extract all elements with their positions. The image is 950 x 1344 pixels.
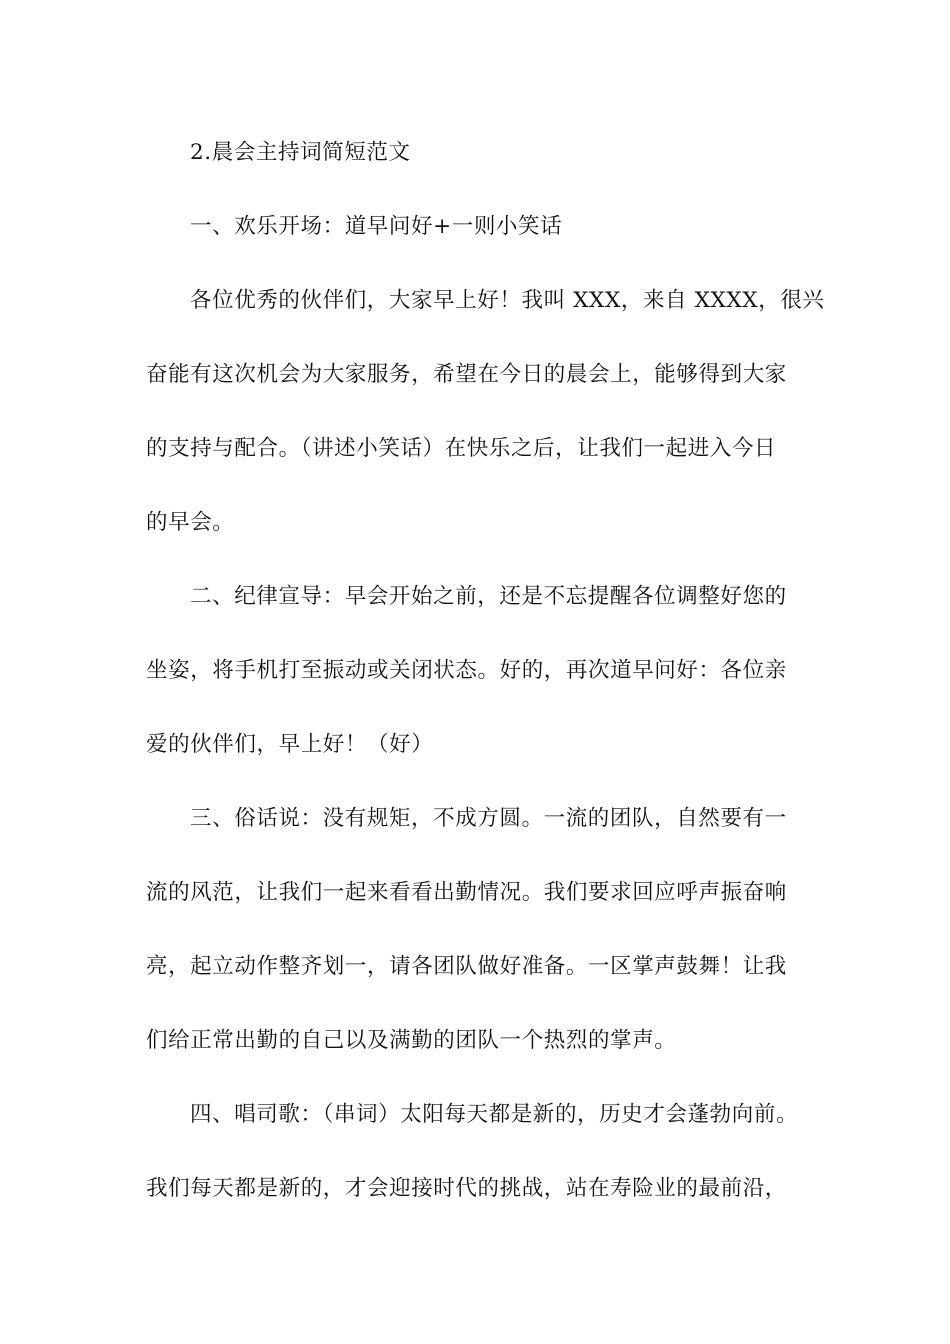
text-line: 的支持与配合。（讲述小笑话）在快乐之后，让我们一起进入今日	[146, 436, 777, 461]
text-line: 亮，起立动作整齐划一，请各团队做好准备。一区掌声鼓舞！让我	[146, 954, 787, 979]
text-line: 爱的伙伴们，早上好！（好）	[146, 732, 434, 757]
paragraph-heading-4: 四、唱司歌：（串词）太阳每天都是新的，历史才会蓬勃向前。	[190, 1102, 799, 1127]
paragraph-heading-2: 二、纪律宣导：早会开始之前，还是不忘提醒各位调整好您的	[190, 584, 787, 609]
section-title: 2.晨会主持词简短范文	[190, 140, 411, 165]
text-line: 奋能有这次机会为大家服务，希望在今日的晨会上，能够得到大家	[146, 362, 787, 387]
text-line: 的早会。	[146, 510, 235, 535]
text-line: 各位优秀的伙伴们，大家早上好！我叫 XXX，来自 XXXX，很兴	[190, 288, 825, 313]
text-line: 坐姿，将手机打至振动或关闭状态。好的，再次道早问好：各位亲	[146, 658, 787, 683]
paragraph-heading-1: 一、欢乐开场：道早问好+一则小笑话	[190, 214, 563, 239]
paragraph-heading-3: 三、俗话说：没有规矩，不成方圆。一流的团队，自然要有一	[190, 806, 787, 831]
text-line: 流的风范，让我们一起来看看出勤情况。我们要求回应呼声振奋响	[146, 880, 787, 905]
text-line: 们给正常出勤的自己以及满勤的团队一个热烈的掌声。	[146, 1028, 677, 1053]
document-body	[146, 126, 825, 1236]
text-line: 我们每天都是新的，才会迎接时代的挑战，站在寿险业的最前沿，	[146, 1176, 787, 1201]
